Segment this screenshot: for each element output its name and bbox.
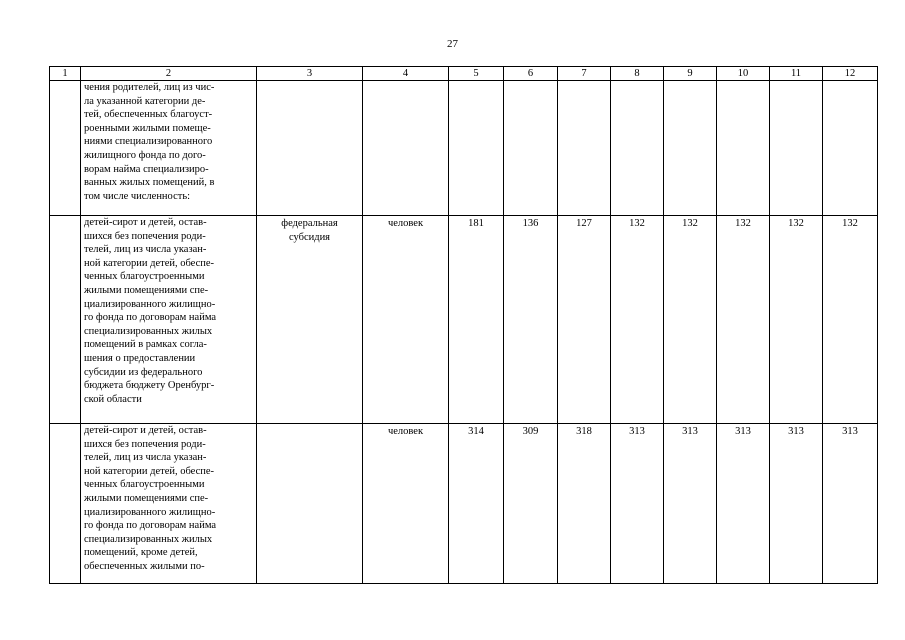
- description-line: ченных благоустроенными: [84, 271, 205, 283]
- description-line: ванных жилых помещений, в: [84, 177, 215, 189]
- value-cell: 313: [664, 424, 717, 584]
- value-cell: 314: [449, 424, 504, 584]
- value-cell: 132: [717, 216, 770, 424]
- description-line: ниями специализированного: [84, 136, 213, 148]
- table-row: [50, 424, 878, 584]
- column-header: 5: [449, 67, 504, 81]
- description-line: шения о предоставлении: [84, 352, 196, 364]
- description-line: субсидии из федерального: [84, 366, 203, 378]
- description-line: ской области: [84, 393, 142, 405]
- value-cell: 132: [611, 216, 664, 424]
- description-line: ченных благоустроенными: [84, 479, 205, 491]
- description-line: ворам найма специализиро-: [84, 163, 209, 175]
- row-number-cell: [50, 81, 81, 216]
- value-cell: 313: [770, 424, 823, 584]
- description-cell: [81, 216, 257, 424]
- source-cell: [257, 424, 363, 584]
- value-cell: 132: [664, 216, 717, 424]
- value-cell: 313: [717, 424, 770, 584]
- description-line: детей-сирот и детей, остав-: [84, 425, 207, 436]
- description-line: помещений в рамках согла-: [84, 339, 207, 351]
- column-header: 3: [257, 67, 363, 81]
- value-cell: 136: [504, 216, 558, 424]
- value-cell: 181: [449, 216, 504, 424]
- description-line: бюджета бюджету Оренбург-: [84, 380, 215, 392]
- column-header: 10: [717, 67, 770, 81]
- value-cell: [770, 81, 823, 216]
- value-cell: [504, 81, 558, 216]
- source-line: федеральная: [281, 218, 338, 229]
- description-line: жилыми помещениями спе-: [84, 284, 209, 296]
- value-cell: 313: [823, 424, 878, 584]
- value-cell: 318: [558, 424, 611, 584]
- description-line: специализированных жилых: [84, 533, 213, 545]
- value-cell: [717, 81, 770, 216]
- unit-cell: [363, 81, 449, 216]
- value-cell: 127: [558, 216, 611, 424]
- description-cell: [81, 81, 257, 216]
- description-line: ной категории детей, обеспе-: [84, 257, 215, 269]
- value-cell: [664, 81, 717, 216]
- description-line: помещений, кроме детей,: [84, 547, 198, 559]
- unit-cell: человек: [363, 424, 449, 584]
- source-line: субсидия: [288, 231, 331, 243]
- column-header: 2: [81, 67, 257, 81]
- description-line: обеспеченных жилыми по-: [84, 560, 205, 572]
- unit-cell: человек: [363, 216, 449, 424]
- row-number-cell: [50, 216, 81, 424]
- column-header: 12: [823, 67, 878, 81]
- description-line: го фонда по договорам найма: [84, 520, 217, 532]
- table-row: [50, 216, 878, 424]
- description-cell: [81, 424, 257, 584]
- column-header: 11: [770, 67, 823, 81]
- description-line: ной категории детей, обеспе-: [84, 465, 215, 477]
- description-line: специализированных жилых: [84, 325, 213, 337]
- column-header: 1: [50, 67, 81, 81]
- value-cell: [558, 81, 611, 216]
- description-line: го фонда по договорам найма: [84, 312, 217, 324]
- value-cell: [611, 81, 664, 216]
- description-line: том числе численность:: [84, 190, 191, 202]
- value-cell: 313: [611, 424, 664, 584]
- description-line: тей, обеспеченных благоуст-: [84, 109, 213, 121]
- description-line: шихся без попечения роди-: [84, 230, 206, 242]
- description-line: чения родителей, лиц из чис-: [84, 82, 215, 93]
- description-line: ла указанной категории де-: [84, 95, 206, 107]
- column-header: 7: [558, 67, 611, 81]
- description-line: шихся без попечения роди-: [84, 438, 206, 450]
- column-header: 6: [504, 67, 558, 81]
- table-row: [50, 81, 878, 216]
- value-cell: [823, 81, 878, 216]
- description-line: детей-сирот и детей, остав-: [84, 217, 207, 228]
- description-line: роенными жилыми помеще-: [84, 122, 211, 134]
- source-cell: [257, 216, 363, 424]
- value-cell: 309: [504, 424, 558, 584]
- data-table: [49, 66, 878, 584]
- description-line: телей, лиц из числа указан-: [84, 244, 207, 256]
- description-line: циализированного жилищно-: [84, 298, 216, 310]
- row-number-cell: [50, 424, 81, 584]
- description-line: телей, лиц из числа указан-: [84, 452, 207, 464]
- value-cell: 132: [823, 216, 878, 424]
- header-row: [50, 67, 878, 81]
- column-header: 4: [363, 67, 449, 81]
- description-line: жилищного фонда по дого-: [84, 149, 206, 161]
- column-header: 8: [611, 67, 664, 81]
- source-cell: [257, 81, 363, 216]
- description-line: циализированного жилищно-: [84, 506, 216, 518]
- value-cell: [449, 81, 504, 216]
- description-line: жилыми помещениями спе-: [84, 492, 209, 504]
- value-cell: 132: [770, 216, 823, 424]
- page-number: 27: [447, 38, 458, 50]
- column-header: 9: [664, 67, 717, 81]
